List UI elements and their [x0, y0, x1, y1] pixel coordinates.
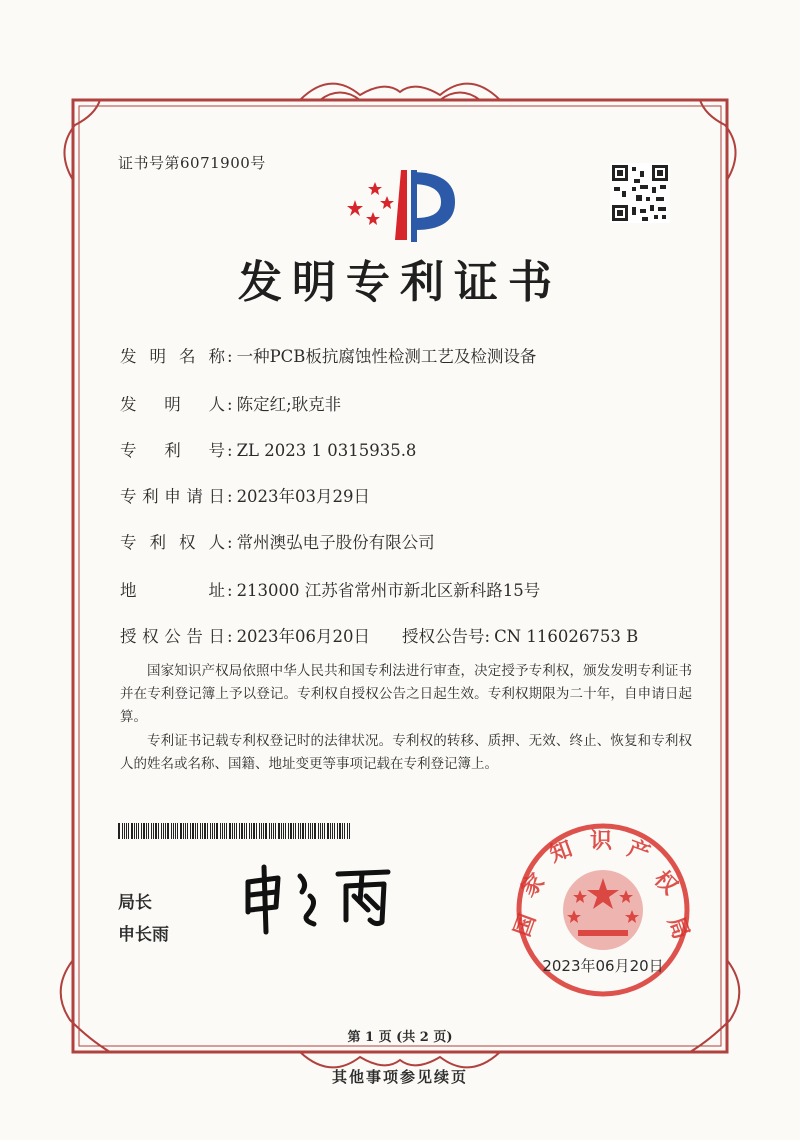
field-label: 地址 — [120, 581, 225, 600]
field-value: 2023年03月29日 — [236, 487, 371, 506]
signatory-name: 申长雨 — [118, 925, 169, 945]
barcode-icon — [118, 823, 353, 839]
svg-text:产: 产 — [623, 836, 654, 868]
field-label: 发明人 — [120, 395, 225, 414]
legal-paragraph: 专利证书记载专利权登记时的法律状况。专利权的转移、质押、无效、终止、恢复和专利权人的姓名或名称、国籍、地址变更等事项记载在专利登记簿上。 — [120, 733, 692, 772]
field-label: 专利权人 — [120, 533, 225, 552]
signatory-title: 局长 — [118, 893, 152, 913]
field-address: 地址 : 213000 江苏省常州市新北区新科路15号 — [120, 577, 540, 601]
field-value: 一种PCB板抗腐蚀性检测工艺及检测设备 — [236, 347, 537, 366]
field-invention-name: 发明名称 : 一种PCB板抗腐蚀性检测工艺及检测设备 — [120, 343, 536, 367]
field-application-date: 专利申请日 : 2023年03月29日 — [120, 483, 370, 507]
patent-office-logo — [345, 160, 470, 250]
field-label: 授权公告日 — [120, 627, 225, 646]
field-label: 专利号 — [120, 441, 225, 460]
field-patent-number: 专利号 : ZL 2023 1 0315935.8 — [120, 437, 416, 461]
field-value: 陈定红;耿克非 — [236, 395, 342, 414]
field-value: 常州澳弘电子股份有限公司 — [236, 533, 435, 552]
signature-image — [238, 862, 408, 937]
continue-note: 其他事项参见续页 — [331, 1068, 468, 1086]
page-indicator: 第 1 页 (共 2 页) — [347, 1030, 453, 1045]
certificate-number: 证书号第6071900号 — [118, 154, 266, 172]
field-inventor: 发明人 : 陈定红;耿克非 — [120, 391, 341, 415]
svg-text:识: 识 — [590, 829, 613, 854]
legal-paragraph: 国家知识产权局依照中华人民共和国专利法进行审查，决定授予专利权，颁发发明专利证书并在专利登记簿上予以登记。专利权自授权公告之日起生效。专利权期限为二十年，自申请日起算。 — [120, 663, 692, 725]
field-value: ZL 2023 1 0315935.8 — [236, 441, 417, 460]
field-grant-number: 授权公告号: CN 116026753 B — [402, 627, 639, 646]
certificate-title: 发明专利证书 — [238, 257, 562, 308]
svg-text:局: 局 — [662, 913, 694, 943]
svg-text:权: 权 — [648, 866, 683, 900]
field-grant-date: 授权公告日 : 2023年06月20日 — [120, 623, 370, 647]
qr-code-icon — [610, 163, 670, 223]
field-patentee: 专利权人 : 常州澳弘电子股份有限公司 — [120, 529, 435, 553]
field-label: 发明名称 — [120, 347, 225, 366]
field-label: 专利申请日 — [120, 487, 225, 506]
svg-text:家: 家 — [516, 868, 550, 903]
svg-text:国: 国 — [510, 910, 542, 941]
field-value: CN 116026753 B — [494, 627, 639, 646]
seal-date: 2023年06月20日 — [542, 957, 664, 975]
field-value: 213000 江苏省常州市新北区新科路15号 — [236, 581, 541, 600]
svg-text:知: 知 — [546, 836, 576, 868]
field-value: 2023年06月20日 — [236, 627, 371, 646]
field-label: 授权公告号 — [402, 627, 485, 646]
